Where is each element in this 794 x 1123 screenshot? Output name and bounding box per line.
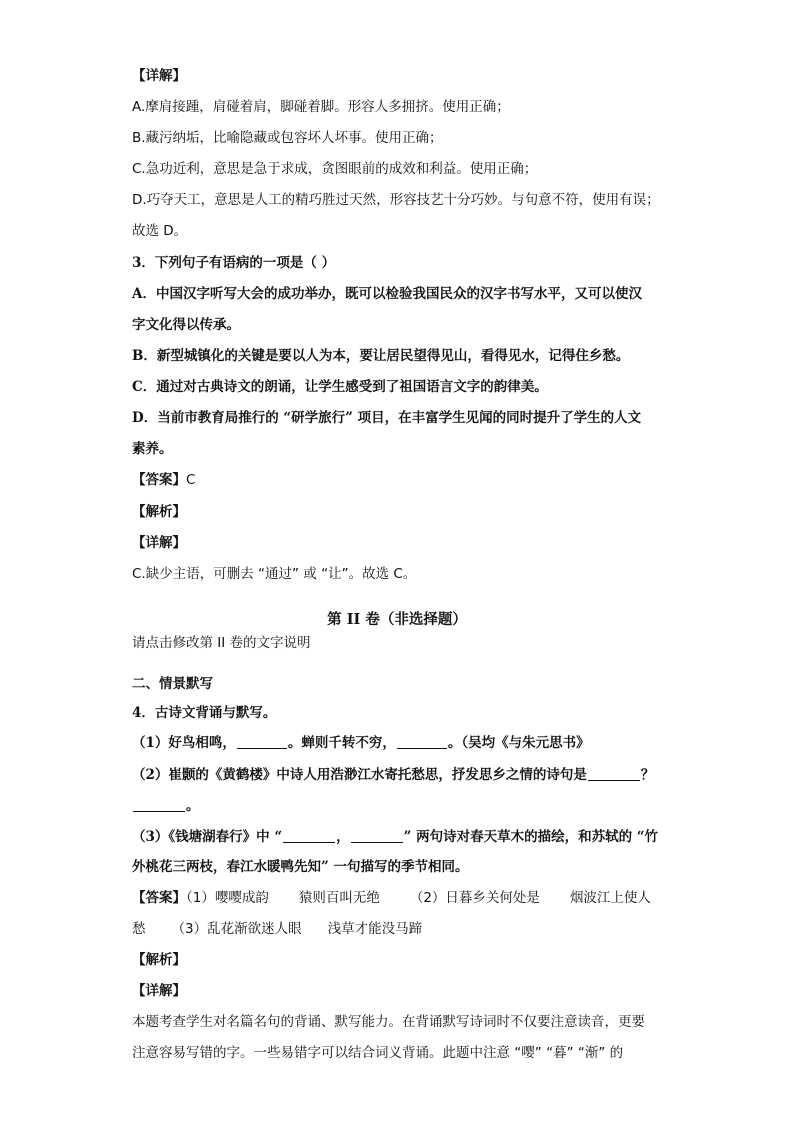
- answer-2a: （2）日暮乡关何处是: [409, 890, 540, 906]
- answer-blank[interactable]: [397, 734, 447, 749]
- answer-blank[interactable]: [588, 766, 640, 781]
- answer-2c: 愁: [132, 921, 146, 937]
- detail-4-line-1: 本题考查学生对名篇名句的背诵、默写能力。在背诵默写诗词时不仅要注意读音，更要: [132, 1014, 645, 1030]
- part-heading: 二、情景默写: [132, 676, 213, 692]
- explanation-a: A.摩肩接踵，肩碰着肩，脚碰着脚。形容人多拥挤。使用正确；: [132, 99, 510, 115]
- answer-3: [132, 470, 195, 490]
- q4-item-3: [132, 827, 658, 847]
- section-instruction: 请点击修改第 II 卷的文字说明: [132, 635, 311, 651]
- answer-2b: 烟波江上使人: [569, 890, 651, 906]
- explanation-b: B.藏污纳垢，比喻隐藏或包容坏人坏事。使用正确；: [132, 130, 443, 146]
- q4-item-2-part-b: ？: [640, 767, 655, 783]
- analysis-heading-4: 【解析】: [132, 952, 186, 968]
- option-b: B．新型城镇化的关键是要以人为本，要让居民望得见山，看得见水，记得住乡愁。: [132, 348, 630, 364]
- answer-blank[interactable]: [133, 797, 185, 812]
- q4-item-3-part-a: （3）《钱塘湖春行》中 “: [132, 829, 283, 845]
- conclusion-1: 故选 D。: [132, 223, 188, 239]
- q4-item-3-part-b: ，: [336, 829, 350, 845]
- q4-item-3-cont: 外桃花三两枝，春江水暖鸭先知” 一句描写的季节相同。: [132, 859, 469, 875]
- option-a: A．中国汉字听写大会的成功举办，既可以检验我国民众的汉字书写水平，又可以使汉: [132, 286, 642, 302]
- q4-item-2-part-a: （2）崔颢的《黄鹤楼》中诗人用浩渺江水寄托愁思，抒发思乡之情的诗句是: [132, 767, 587, 783]
- answer-1b: 猿则百叫无绝: [298, 890, 380, 906]
- q4-item-2-end: 。: [186, 798, 200, 814]
- answer-label: 【答案】: [132, 890, 186, 906]
- section-title: 第 II 卷（非选择题）: [327, 611, 467, 628]
- q4-item-1: [132, 733, 590, 753]
- option-d-cont: 素养。: [132, 441, 173, 457]
- answer-blank[interactable]: [237, 734, 287, 749]
- answer-value: C: [186, 472, 196, 488]
- analysis-heading-3: 【解析】: [132, 504, 186, 520]
- detail-4-line-2: 注意容易写错的字。一些易错字可以结合词义背诵。此题中注意 “嘤” “暮” “渐” 的: [132, 1045, 624, 1061]
- detail-heading-3: 【详解】: [132, 535, 186, 551]
- q4-item-1-part-c: 。（吴均《与朱元思书》: [447, 735, 590, 751]
- option-d: D．当前市教育局推行的 “研学旅行” 项目，在丰富学生见闻的同时提升了学生的人文: [132, 410, 642, 426]
- answer-blank[interactable]: [283, 828, 335, 843]
- answer-1a: （1）嘤嘤成韵: [186, 890, 269, 906]
- answer-4: [132, 888, 651, 908]
- option-a-cont: 字文化得以传承。: [132, 317, 240, 333]
- q4-item-1-part-b: 。蝉则千转不穷，: [287, 735, 396, 751]
- q4-item-2: [132, 765, 654, 785]
- answer-4-cont: [132, 919, 422, 939]
- answer-3a: （3）乱花渐欲迷人眼: [171, 921, 302, 937]
- explanation-c: C.急功近利，意思是急于求成，贪图眼前的成效和利益。使用正确；: [132, 161, 538, 177]
- option-c: C．通过对古典诗文的朗诵，让学生感受到了祖国语言文字的韵律美。: [132, 379, 548, 395]
- explanation-d: D.巧夺天工，意思是人工的精巧胜过天然，形容技艺十分巧妙。与句意不符，使用有误；: [132, 192, 660, 208]
- q4-item-1-part-a: （1）好鸟相鸣，: [132, 735, 236, 751]
- detail-heading-4: 【详解】: [132, 983, 186, 999]
- answer-3b: 浅草才能没马蹄: [327, 921, 423, 937]
- q4-item-2-cont: [132, 796, 200, 816]
- answer-blank[interactable]: [351, 828, 403, 843]
- question-4-stem: 4．古诗文背诵与默写。: [132, 705, 277, 721]
- q4-item-3-part-c: ” 两句诗对春天草木的描绘，和苏轼的 “竹: [403, 829, 659, 845]
- question-3-stem: 3．下列句子有语病的一项是（ ）: [132, 255, 336, 271]
- detail-3: C.缺少主语，可删去 “通过” 或 “让”。故选 C。: [132, 566, 417, 582]
- detail-heading-1: 【详解】: [132, 68, 186, 84]
- answer-label: 【答案】: [132, 472, 186, 488]
